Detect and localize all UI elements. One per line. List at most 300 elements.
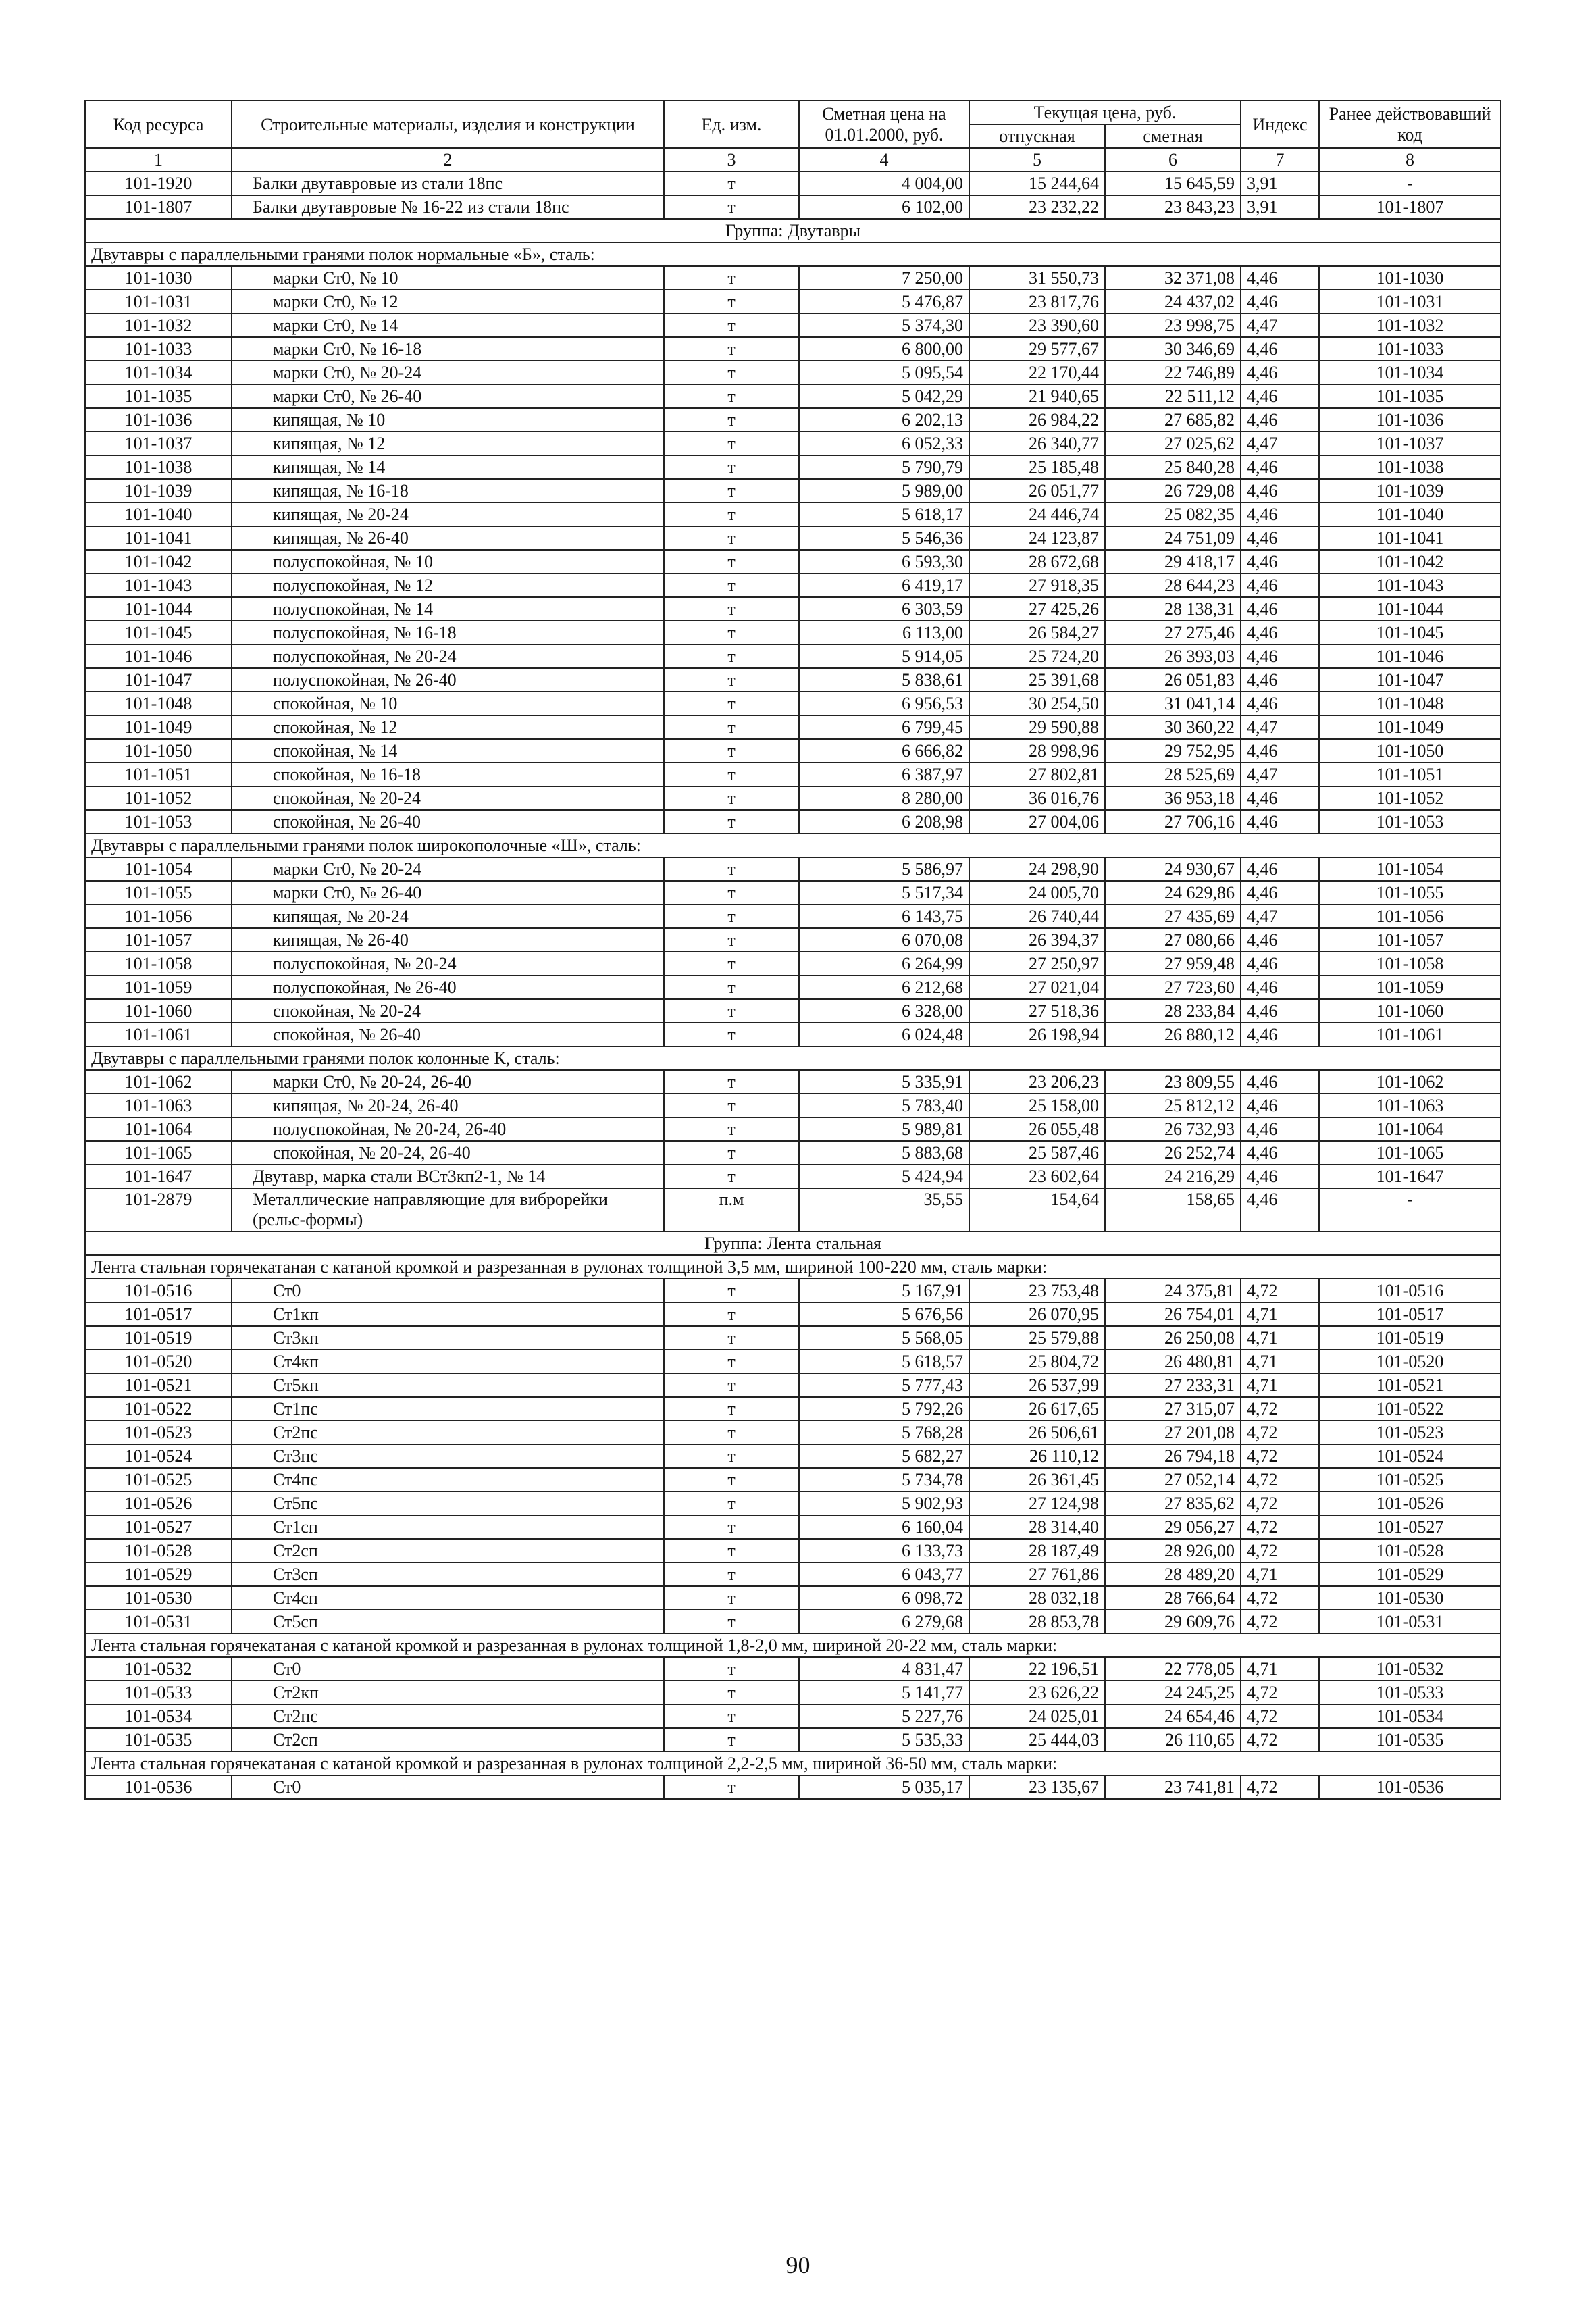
base-price: 6 202,13 bbox=[799, 408, 969, 432]
release-price: 27 004,06 bbox=[969, 810, 1105, 834]
estimate-price: 24 629,86 bbox=[1105, 881, 1241, 905]
table-row bbox=[85, 1539, 1501, 1562]
previous-code: 101-0522 bbox=[1319, 1397, 1501, 1421]
estimate-price: 28 489,20 bbox=[1105, 1562, 1241, 1586]
previous-code: 101-0517 bbox=[1319, 1302, 1501, 1326]
previous-code: - bbox=[1319, 172, 1501, 195]
table-row bbox=[85, 574, 1501, 597]
table-row bbox=[85, 1188, 1501, 1231]
unit: т bbox=[664, 172, 799, 195]
column-number: 1 bbox=[85, 148, 232, 172]
previous-code: 101-1038 bbox=[1319, 455, 1501, 479]
estimate-price: 28 525,69 bbox=[1105, 763, 1241, 786]
unit: т bbox=[664, 1492, 799, 1515]
estimate-price: 23 843,23 bbox=[1105, 195, 1241, 219]
price-index: 4,72 bbox=[1241, 1397, 1319, 1421]
estimate-price: 26 051,83 bbox=[1105, 668, 1241, 692]
price-table-page bbox=[84, 100, 1500, 1800]
unit: т bbox=[664, 479, 799, 503]
unit: т bbox=[664, 1023, 799, 1046]
previous-code: 101-1037 bbox=[1319, 432, 1501, 455]
resource-code: 101-1807 bbox=[85, 195, 232, 219]
table-row bbox=[85, 1165, 1501, 1188]
material-name: полуспокойная, № 20-24 bbox=[232, 952, 664, 975]
previous-code: 101-1032 bbox=[1319, 313, 1501, 337]
material-name: Ст3сп bbox=[232, 1562, 664, 1586]
unit: т bbox=[664, 1704, 799, 1728]
material-name: кипящая, № 26-40 bbox=[232, 928, 664, 952]
table-row bbox=[85, 952, 1501, 975]
price-index: 4,71 bbox=[1241, 1657, 1319, 1681]
unit: т bbox=[664, 384, 799, 408]
material-name: спокойная, № 20-24 bbox=[232, 786, 664, 810]
price-index: 4,72 bbox=[1241, 1492, 1319, 1515]
estimate-price: 25 812,12 bbox=[1105, 1094, 1241, 1117]
unit: т bbox=[664, 763, 799, 786]
material-name: марки Ст0, № 20-24, 26-40 bbox=[232, 1070, 664, 1094]
release-price: 26 740,44 bbox=[969, 905, 1105, 928]
release-price: 28 998,96 bbox=[969, 739, 1105, 763]
resource-code: 101-1040 bbox=[85, 503, 232, 526]
previous-code: 101-1046 bbox=[1319, 644, 1501, 668]
table-row bbox=[85, 1070, 1501, 1094]
material-name: Ст3пс bbox=[232, 1444, 664, 1468]
previous-code: 101-0521 bbox=[1319, 1373, 1501, 1397]
unit: т bbox=[664, 1302, 799, 1326]
base-price: 5 141,77 bbox=[799, 1681, 969, 1704]
previous-code: 101-0519 bbox=[1319, 1326, 1501, 1350]
price-index: 4,46 bbox=[1241, 881, 1319, 905]
price-index: 4,72 bbox=[1241, 1610, 1319, 1633]
material-name: Ст2сп bbox=[232, 1728, 664, 1752]
release-price: 30 254,50 bbox=[969, 692, 1105, 715]
column-number: 5 bbox=[969, 148, 1105, 172]
previous-code: 101-1048 bbox=[1319, 692, 1501, 715]
price-index: 4,72 bbox=[1241, 1586, 1319, 1610]
release-price: 154,64 bbox=[969, 1188, 1105, 1231]
unit: т bbox=[664, 337, 799, 361]
base-price: 6 052,33 bbox=[799, 432, 969, 455]
table-body bbox=[85, 172, 1501, 1799]
previous-code: 101-1056 bbox=[1319, 905, 1501, 928]
base-price: 5 035,17 bbox=[799, 1775, 969, 1799]
unit: т bbox=[664, 715, 799, 739]
release-price: 26 394,37 bbox=[969, 928, 1105, 952]
table-row bbox=[85, 1326, 1501, 1350]
estimate-price: 31 041,14 bbox=[1105, 692, 1241, 715]
column-number: 7 bbox=[1241, 148, 1319, 172]
resource-code: 101-1030 bbox=[85, 266, 232, 290]
previous-code: 101-0533 bbox=[1319, 1681, 1501, 1704]
estimate-price: 27 685,82 bbox=[1105, 408, 1241, 432]
table-row bbox=[85, 290, 1501, 313]
material-name: Ст2кп bbox=[232, 1681, 664, 1704]
price-index: 4,72 bbox=[1241, 1279, 1319, 1302]
base-price: 5 586,97 bbox=[799, 857, 969, 881]
resource-code: 101-1061 bbox=[85, 1023, 232, 1046]
estimate-price: 23 998,75 bbox=[1105, 313, 1241, 337]
price-index: 4,46 bbox=[1241, 999, 1319, 1023]
column-number-row bbox=[85, 148, 1501, 172]
col-name-header: Строительные материалы, изделия и конструкции bbox=[232, 101, 664, 148]
release-price: 27 124,98 bbox=[969, 1492, 1105, 1515]
base-price: 35,55 bbox=[799, 1188, 969, 1231]
previous-code: 101-0528 bbox=[1319, 1539, 1501, 1562]
estimate-price: 27 052,14 bbox=[1105, 1468, 1241, 1492]
resource-code: 101-0532 bbox=[85, 1657, 232, 1681]
table-row bbox=[85, 503, 1501, 526]
resource-code: 101-1065 bbox=[85, 1141, 232, 1165]
table-row bbox=[85, 1728, 1501, 1752]
material-name: марки Ст0, № 20-24 bbox=[232, 361, 664, 384]
release-price: 26 361,45 bbox=[969, 1468, 1105, 1492]
release-price: 25 804,72 bbox=[969, 1350, 1105, 1373]
release-price: 15 244,64 bbox=[969, 172, 1105, 195]
table-row bbox=[85, 715, 1501, 739]
previous-code: 101-0536 bbox=[1319, 1775, 1501, 1799]
resource-code: 101-0536 bbox=[85, 1775, 232, 1799]
unit: т bbox=[664, 313, 799, 337]
base-price: 6 799,45 bbox=[799, 715, 969, 739]
material-name: полуспокойная, № 20-24, 26-40 bbox=[232, 1117, 664, 1141]
estimate-price: 15 645,59 bbox=[1105, 172, 1241, 195]
estimate-price: 26 732,93 bbox=[1105, 1117, 1241, 1141]
subgroup-title-row bbox=[85, 1046, 1501, 1070]
table-row bbox=[85, 739, 1501, 763]
estimate-price: 27 025,62 bbox=[1105, 432, 1241, 455]
previous-code: 101-0516 bbox=[1319, 1279, 1501, 1302]
material-name: марки Ст0, № 10 bbox=[232, 266, 664, 290]
base-price: 6 593,30 bbox=[799, 550, 969, 574]
price-index: 4,47 bbox=[1241, 313, 1319, 337]
estimate-price: 30 346,69 bbox=[1105, 337, 1241, 361]
material-name: Ст0 bbox=[232, 1775, 664, 1799]
estimate-price: 24 216,29 bbox=[1105, 1165, 1241, 1188]
price-index: 4,46 bbox=[1241, 503, 1319, 526]
resource-code: 101-1058 bbox=[85, 952, 232, 975]
unit: т bbox=[664, 574, 799, 597]
material-name: Ст4кп bbox=[232, 1350, 664, 1373]
table-row bbox=[85, 1397, 1501, 1421]
base-price: 6 024,48 bbox=[799, 1023, 969, 1046]
table-row bbox=[85, 1302, 1501, 1326]
price-index: 4,46 bbox=[1241, 574, 1319, 597]
resource-code: 101-0521 bbox=[85, 1373, 232, 1397]
unit: т bbox=[664, 1279, 799, 1302]
base-price: 5 682,27 bbox=[799, 1444, 969, 1468]
base-price: 5 618,17 bbox=[799, 503, 969, 526]
release-price: 26 198,94 bbox=[969, 1023, 1105, 1046]
release-price: 27 761,86 bbox=[969, 1562, 1105, 1586]
release-price: 29 590,88 bbox=[969, 715, 1105, 739]
release-price: 26 055,48 bbox=[969, 1117, 1105, 1141]
price-index: 4,46 bbox=[1241, 668, 1319, 692]
estimate-price: 27 835,62 bbox=[1105, 1492, 1241, 1515]
unit: т bbox=[664, 644, 799, 668]
base-price: 6 328,00 bbox=[799, 999, 969, 1023]
previous-code: 101-1036 bbox=[1319, 408, 1501, 432]
resource-code: 101-1045 bbox=[85, 621, 232, 644]
material-name: кипящая, № 14 bbox=[232, 455, 664, 479]
table-row bbox=[85, 763, 1501, 786]
estimate-price: 28 233,84 bbox=[1105, 999, 1241, 1023]
table-row bbox=[85, 905, 1501, 928]
table-row bbox=[85, 668, 1501, 692]
unit: т bbox=[664, 1117, 799, 1141]
table-row bbox=[85, 999, 1501, 1023]
page-number: 90 bbox=[786, 2252, 810, 2279]
previous-code: 101-1040 bbox=[1319, 503, 1501, 526]
base-price: 8 280,00 bbox=[799, 786, 969, 810]
resource-code: 101-1043 bbox=[85, 574, 232, 597]
release-price: 25 444,03 bbox=[969, 1728, 1105, 1752]
resource-code: 101-1052 bbox=[85, 786, 232, 810]
estimate-price: 27 723,60 bbox=[1105, 975, 1241, 999]
resource-code: 101-1051 bbox=[85, 763, 232, 786]
previous-code: 101-1051 bbox=[1319, 763, 1501, 786]
previous-code: 101-1050 bbox=[1319, 739, 1501, 763]
price-index: 4,72 bbox=[1241, 1775, 1319, 1799]
estimate-price: 26 794,18 bbox=[1105, 1444, 1241, 1468]
price-index: 3,91 bbox=[1241, 195, 1319, 219]
unit: т bbox=[664, 1468, 799, 1492]
resource-code: 101-1037 bbox=[85, 432, 232, 455]
col-current-price-header: Текущая цена, руб. bbox=[969, 101, 1241, 124]
table-row bbox=[85, 1094, 1501, 1117]
material-name: марки Ст0, № 26-40 bbox=[232, 384, 664, 408]
estimate-price: 28 766,64 bbox=[1105, 1586, 1241, 1610]
unit: т bbox=[664, 1373, 799, 1397]
price-index: 4,46 bbox=[1241, 550, 1319, 574]
material-name: марки Ст0, № 16-18 bbox=[232, 337, 664, 361]
previous-code: 101-1047 bbox=[1319, 668, 1501, 692]
price-index: 4,72 bbox=[1241, 1704, 1319, 1728]
unit: т bbox=[664, 952, 799, 975]
release-price: 26 340,77 bbox=[969, 432, 1105, 455]
base-price: 6 113,00 bbox=[799, 621, 969, 644]
resource-code: 101-1063 bbox=[85, 1094, 232, 1117]
unit: т bbox=[664, 432, 799, 455]
price-index: 4,71 bbox=[1241, 1350, 1319, 1373]
resource-code: 101-1038 bbox=[85, 455, 232, 479]
price-index: 3,91 bbox=[1241, 172, 1319, 195]
estimate-price: 24 930,67 bbox=[1105, 857, 1241, 881]
previous-code: 101-0524 bbox=[1319, 1444, 1501, 1468]
material-name: Ст1пс bbox=[232, 1397, 664, 1421]
material-name: полуспокойная, № 26-40 bbox=[232, 975, 664, 999]
table-row bbox=[85, 479, 1501, 503]
resource-code: 101-1032 bbox=[85, 313, 232, 337]
previous-code: 101-1062 bbox=[1319, 1070, 1501, 1094]
material-name: Балки двутавровые № 16-22 из стали 18пс bbox=[232, 195, 664, 219]
price-index: 4,71 bbox=[1241, 1562, 1319, 1586]
release-price: 23 135,67 bbox=[969, 1775, 1105, 1799]
table-row bbox=[85, 172, 1501, 195]
base-price: 5 676,56 bbox=[799, 1302, 969, 1326]
subgroup-title-row bbox=[85, 1633, 1501, 1657]
price-table bbox=[84, 100, 1501, 1800]
column-number: 3 bbox=[664, 148, 799, 172]
release-price: 28 032,18 bbox=[969, 1586, 1105, 1610]
release-price: 27 021,04 bbox=[969, 975, 1105, 999]
base-price: 6 279,68 bbox=[799, 1610, 969, 1633]
release-price: 26 110,12 bbox=[969, 1444, 1105, 1468]
material-name: Ст0 bbox=[232, 1657, 664, 1681]
price-index: 4,46 bbox=[1241, 786, 1319, 810]
price-index: 4,46 bbox=[1241, 928, 1319, 952]
table-row bbox=[85, 361, 1501, 384]
resource-code: 101-1057 bbox=[85, 928, 232, 952]
price-index: 4,46 bbox=[1241, 644, 1319, 668]
price-index: 4,46 bbox=[1241, 952, 1319, 975]
unit: т bbox=[664, 1657, 799, 1681]
base-price: 6 956,53 bbox=[799, 692, 969, 715]
material-name: полуспокойная, № 16-18 bbox=[232, 621, 664, 644]
resource-code: 101-0526 bbox=[85, 1492, 232, 1515]
material-name: Ст2сп bbox=[232, 1539, 664, 1562]
estimate-price: 26 252,74 bbox=[1105, 1141, 1241, 1165]
table-row bbox=[85, 1657, 1501, 1681]
previous-code: 101-1064 bbox=[1319, 1117, 1501, 1141]
base-price: 6 387,97 bbox=[799, 763, 969, 786]
table-row bbox=[85, 1444, 1501, 1468]
material-name: кипящая, № 16-18 bbox=[232, 479, 664, 503]
table-row bbox=[85, 1515, 1501, 1539]
estimate-price: 29 609,76 bbox=[1105, 1610, 1241, 1633]
release-price: 27 802,81 bbox=[969, 763, 1105, 786]
table-row bbox=[85, 526, 1501, 550]
resource-code: 101-0519 bbox=[85, 1326, 232, 1350]
material-name: спокойная, № 26-40 bbox=[232, 1023, 664, 1046]
previous-code: - bbox=[1319, 1188, 1501, 1231]
table-row bbox=[85, 384, 1501, 408]
resource-code: 101-1060 bbox=[85, 999, 232, 1023]
unit: т bbox=[664, 857, 799, 881]
col-code-header: Код ресурса bbox=[85, 101, 232, 148]
group-title: Группа: Лента стальная bbox=[85, 1231, 1501, 1255]
base-price: 5 167,91 bbox=[799, 1279, 969, 1302]
subgroup-title: Лента стальная горячекатаная с катаной кромкой и разрезанная в рулонах толщиной 2,2-2,5 мм, шириной 36-50 мм, сталь марки: bbox=[85, 1752, 1501, 1775]
estimate-price: 24 245,25 bbox=[1105, 1681, 1241, 1704]
base-price: 6 208,98 bbox=[799, 810, 969, 834]
base-price: 5 989,81 bbox=[799, 1117, 969, 1141]
base-price: 5 517,34 bbox=[799, 881, 969, 905]
price-index: 4,46 bbox=[1241, 621, 1319, 644]
base-price: 6 666,82 bbox=[799, 739, 969, 763]
base-price: 6 070,08 bbox=[799, 928, 969, 952]
table-row bbox=[85, 975, 1501, 999]
material-name: Ст1сп bbox=[232, 1515, 664, 1539]
base-price: 5 335,91 bbox=[799, 1070, 969, 1094]
subgroup-title: Лента стальная горячекатаная с катаной кромкой и разрезанная в рулонах толщиной 3,5 мм, шириной 100-220 мм, сталь марки: bbox=[85, 1255, 1501, 1279]
table-row bbox=[85, 1279, 1501, 1302]
previous-code: 101-1049 bbox=[1319, 715, 1501, 739]
estimate-price: 32 371,08 bbox=[1105, 266, 1241, 290]
table-row bbox=[85, 313, 1501, 337]
material-name: кипящая, № 20-24 bbox=[232, 905, 664, 928]
base-price: 6 264,99 bbox=[799, 952, 969, 975]
resource-code: 101-1049 bbox=[85, 715, 232, 739]
unit: т bbox=[664, 692, 799, 715]
base-price: 6 143,75 bbox=[799, 905, 969, 928]
col-release-header: отпускная bbox=[969, 124, 1105, 148]
base-price: 5 989,00 bbox=[799, 479, 969, 503]
group-title-row bbox=[85, 219, 1501, 243]
resource-code: 101-0520 bbox=[85, 1350, 232, 1373]
material-name: Ст5сп bbox=[232, 1610, 664, 1633]
resource-code: 101-0525 bbox=[85, 1468, 232, 1492]
release-price: 25 185,48 bbox=[969, 455, 1105, 479]
price-index: 4,46 bbox=[1241, 266, 1319, 290]
resource-code: 101-0530 bbox=[85, 1586, 232, 1610]
price-index: 4,46 bbox=[1241, 1188, 1319, 1231]
release-price: 23 232,22 bbox=[969, 195, 1105, 219]
price-index: 4,72 bbox=[1241, 1515, 1319, 1539]
unit: т bbox=[664, 1728, 799, 1752]
table-row bbox=[85, 1350, 1501, 1373]
material-name: кипящая, № 26-40 bbox=[232, 526, 664, 550]
base-price: 4 004,00 bbox=[799, 172, 969, 195]
previous-code: 101-1054 bbox=[1319, 857, 1501, 881]
base-price: 5 042,29 bbox=[799, 384, 969, 408]
estimate-price: 22 746,89 bbox=[1105, 361, 1241, 384]
column-number: 6 bbox=[1105, 148, 1241, 172]
resource-code: 101-0534 bbox=[85, 1704, 232, 1728]
base-price: 5 790,79 bbox=[799, 455, 969, 479]
base-price: 5 838,61 bbox=[799, 668, 969, 692]
release-price: 27 250,97 bbox=[969, 952, 1105, 975]
material-name: спокойная, № 10 bbox=[232, 692, 664, 715]
table-row bbox=[85, 1775, 1501, 1799]
release-price: 25 158,00 bbox=[969, 1094, 1105, 1117]
release-price: 23 206,23 bbox=[969, 1070, 1105, 1094]
resource-code: 101-0523 bbox=[85, 1421, 232, 1444]
release-price: 24 446,74 bbox=[969, 503, 1105, 526]
estimate-price: 27 201,08 bbox=[1105, 1421, 1241, 1444]
unit: т bbox=[664, 1610, 799, 1633]
unit: т bbox=[664, 1094, 799, 1117]
estimate-price: 24 437,02 bbox=[1105, 290, 1241, 313]
estimate-price: 26 880,12 bbox=[1105, 1023, 1241, 1046]
resource-code: 101-1059 bbox=[85, 975, 232, 999]
release-price: 23 390,60 bbox=[969, 313, 1105, 337]
release-price: 26 051,77 bbox=[969, 479, 1105, 503]
price-index: 4,72 bbox=[1241, 1421, 1319, 1444]
unit: т bbox=[664, 999, 799, 1023]
price-index: 4,46 bbox=[1241, 479, 1319, 503]
resource-code: 101-1031 bbox=[85, 290, 232, 313]
base-price: 5 902,93 bbox=[799, 1492, 969, 1515]
unit: т bbox=[664, 408, 799, 432]
subgroup-title: Двутавры с параллельными гранями полок широкополочные «Ш», сталь: bbox=[85, 834, 1501, 857]
resource-code: 101-1039 bbox=[85, 479, 232, 503]
price-index: 4,46 bbox=[1241, 455, 1319, 479]
estimate-price: 27 315,07 bbox=[1105, 1397, 1241, 1421]
subgroup-title: Лента стальная горячекатаная с катаной кромкой и разрезанная в рулонах толщиной 1,8-2,0 мм, шириной 20-22 мм, сталь марки: bbox=[85, 1633, 1501, 1657]
resource-code: 101-1034 bbox=[85, 361, 232, 384]
table-row bbox=[85, 1610, 1501, 1633]
unit: т bbox=[664, 1562, 799, 1586]
unit: т bbox=[664, 1070, 799, 1094]
release-price: 26 984,22 bbox=[969, 408, 1105, 432]
unit: т bbox=[664, 1350, 799, 1373]
price-index: 4,46 bbox=[1241, 361, 1319, 384]
resource-code: 101-0517 bbox=[85, 1302, 232, 1326]
table-row bbox=[85, 1117, 1501, 1141]
price-index: 4,72 bbox=[1241, 1539, 1319, 1562]
base-price: 5 783,40 bbox=[799, 1094, 969, 1117]
unit: т bbox=[664, 597, 799, 621]
